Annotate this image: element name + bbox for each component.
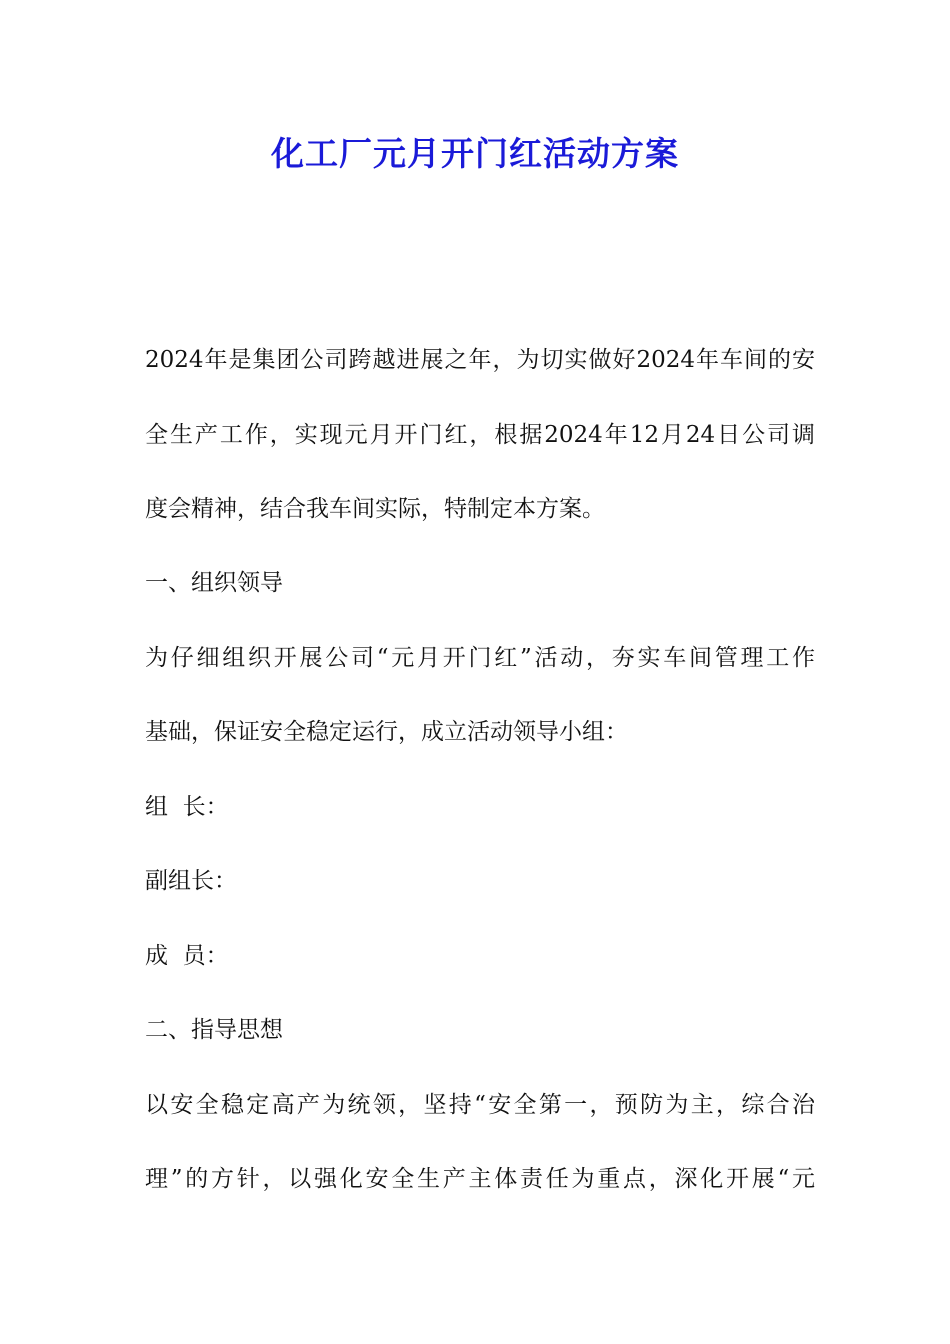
section-heading-2: 二、指导思想 [145,1017,283,1043]
body-line-3: 度会精神，结合我车间实际，特制定本方案。 [145,496,605,522]
body-line-5: 为仔细组织开展公司“元月开门红”活动，夯实车间管理工作 [145,645,815,671]
team-leader-label: 组 长： [145,794,229,820]
members-label: 成 员： [145,943,229,969]
body-line-6: 基础，保证安全稳定运行，成立活动领导小组： [145,719,628,745]
document-title: 化工厂元月开门红活动方案 [271,134,679,173]
body-line-11: 以安全稳定高产为统领，坚持“安全第一，预防为主，综合治 [145,1092,815,1118]
body-line-1: 2024年是集团公司跨越进展之年，为切实做好2024年车间的安 [145,347,815,373]
section-heading-1: 一、组织领导 [145,570,283,596]
body-line-12: 理”的方针，以强化安全生产主体责任为重点，深化开展“元 [145,1166,815,1192]
deputy-leader-label: 副组长： [145,868,237,894]
body-line-2: 全生产工作，实现元月开门红，根据2024年12月24日公司调 [145,422,815,448]
